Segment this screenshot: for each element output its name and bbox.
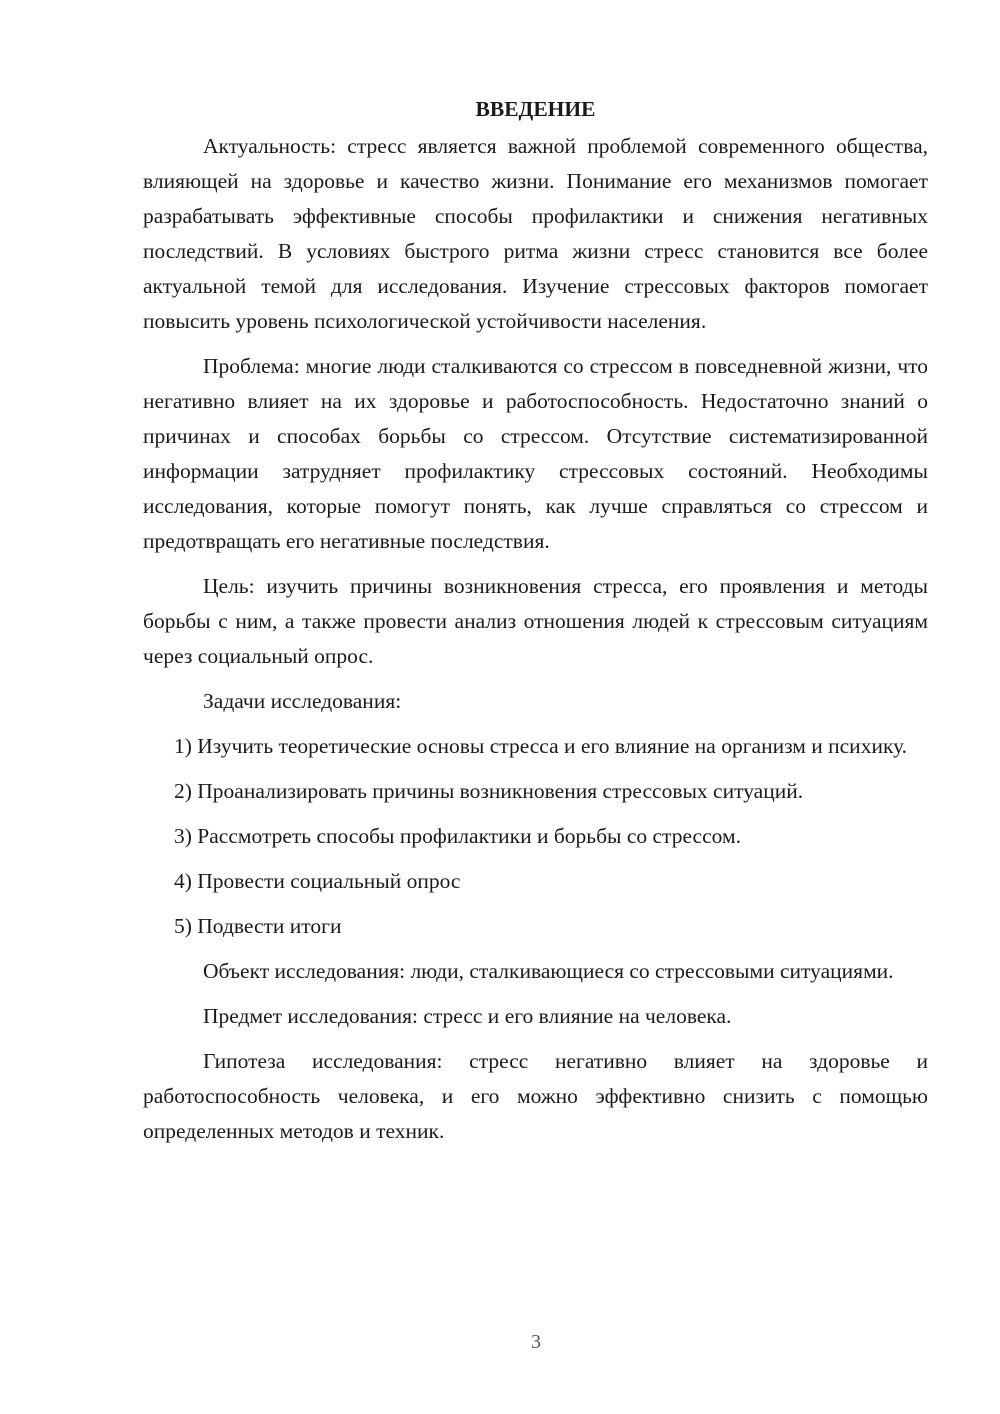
subject-paragraph: Предмет исследования: стресс и его влияние на человека. bbox=[203, 1004, 732, 1028]
problem-paragraph: Проблема: многие люди сталкиваются со стрессом в повседневной жизни, что негативно влияет на их здоровье и работоспособность. Недостаточно знаний о причинах и способах борьбы со стрессом. Отсутствие систематизированной информации затрудняет профилактику стрессовых состояний. Необходимы исследования, которые помогут понять, как лучше справляться со стрессом и предотвращать его негативные последствия. bbox=[143, 354, 928, 553]
task-item-4: 4) Провести социальный опрос bbox=[174, 869, 461, 893]
task-item-5: 5) Подвести итоги bbox=[174, 914, 342, 938]
page-number: 3 bbox=[531, 1331, 541, 1353]
task-item-3: 3) Рассмотреть способы профилактики и борьбы со стрессом. bbox=[174, 824, 741, 848]
task-item-1: 1) Изучить теоретические основы стресса и его влияние на организм и психику. bbox=[174, 734, 908, 758]
hypothesis-paragraph: Гипотеза исследования: стресс негативно влияет на здоровье и работоспособность человека, и его можно эффективно снизить с помощью определенных методов и техник. bbox=[143, 1049, 928, 1143]
task-item-2: 2) Проанализировать причины возникновения стрессовых ситуаций. bbox=[174, 779, 804, 803]
tasks-heading: Задачи исследования: bbox=[203, 689, 402, 713]
document-page bbox=[143, 92, 928, 1159]
relevance-paragraph: Актуальность: стресс является важной проблемой современного общества, влияющей на здоровье и качество жизни. Понимание его механизмов помогает разрабатывать эффективные способы профилактики и снижения негативных последствий. В условиях быстрого ритма жизни стресс становится все более актуальной темой для исследования. Изучение стрессовых факторов помогает повысить уровень психологической устойчивости населения. bbox=[143, 134, 928, 333]
section-heading: ВВЕДЕНИЕ bbox=[475, 97, 596, 121]
goal-paragraph: Цель: изучить причины возникновения стресса, его проявления и методы борьбы с ним, а также провести анализ отношения людей к стрессовым ситуациям через социальный опрос. bbox=[143, 574, 928, 668]
object-paragraph: Объект исследования: люди, сталкивающиеся со стрессовыми ситуациями. bbox=[203, 959, 894, 983]
